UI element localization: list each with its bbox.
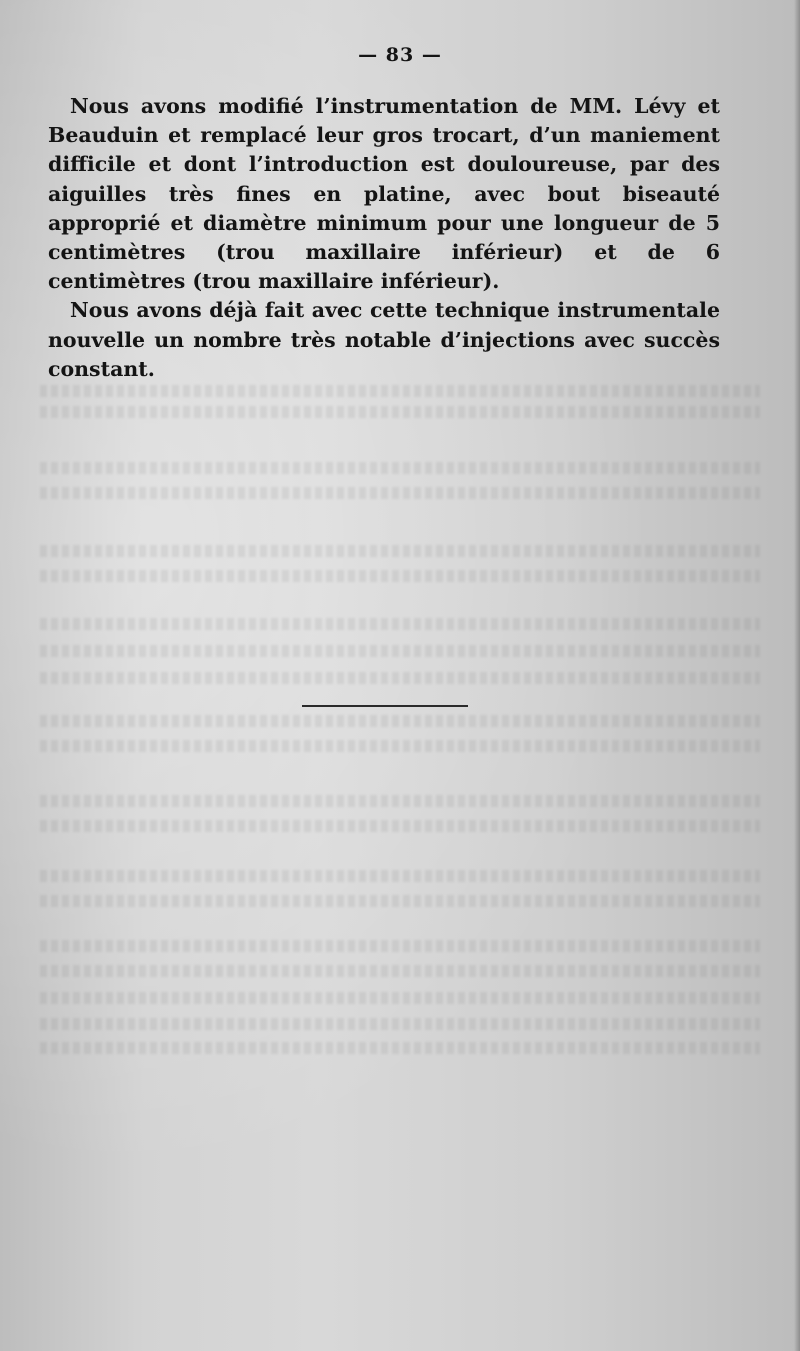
bleed-through-line <box>40 545 760 557</box>
bleed-through-line <box>40 570 760 582</box>
paragraph: Nous avons déjà fait avec cette technique instrumentale nouvelle un nombre très notable d’injections avec succès constant. <box>48 298 720 381</box>
bleed-through-line <box>40 870 760 882</box>
bleed-through-line <box>40 940 760 952</box>
bleed-through-line <box>40 1018 760 1030</box>
paragraph: Nous avons modifié l’instrumentation de MM. Lévy et Beauduin et remplacé leur gros trocart, d’un maniement difficile et dont l’introduction est douloureuse, par des aiguilles très fines en platine, avec bout biseauté approprié et diamètre minimum pour une longueur de 5 centimètres (trou maxillaire inférieur) et de 6 centimètres (trou maxillaire inférieur). <box>48 94 720 294</box>
bleed-through-line <box>40 1042 760 1054</box>
bleed-through-line <box>40 965 760 977</box>
bleed-through-line <box>40 672 760 684</box>
bleed-through-line <box>40 645 760 657</box>
body-text <box>48 92 720 384</box>
page-number: — 83 — <box>358 44 442 66</box>
bleed-through-line <box>40 820 760 832</box>
bleed-through-line <box>40 487 760 499</box>
bleed-through-line <box>40 462 760 474</box>
bleed-through-line <box>40 618 760 630</box>
bleed-through-line <box>40 385 760 397</box>
bleed-through-line <box>40 740 760 752</box>
bleed-through-line <box>40 992 760 1004</box>
section-rule <box>302 705 468 707</box>
bleed-through-line <box>40 895 760 907</box>
page-edge-shadow <box>794 0 800 1351</box>
bleed-through-line <box>40 406 760 418</box>
bleed-through-line <box>40 795 760 807</box>
bleed-through-line <box>40 715 760 727</box>
